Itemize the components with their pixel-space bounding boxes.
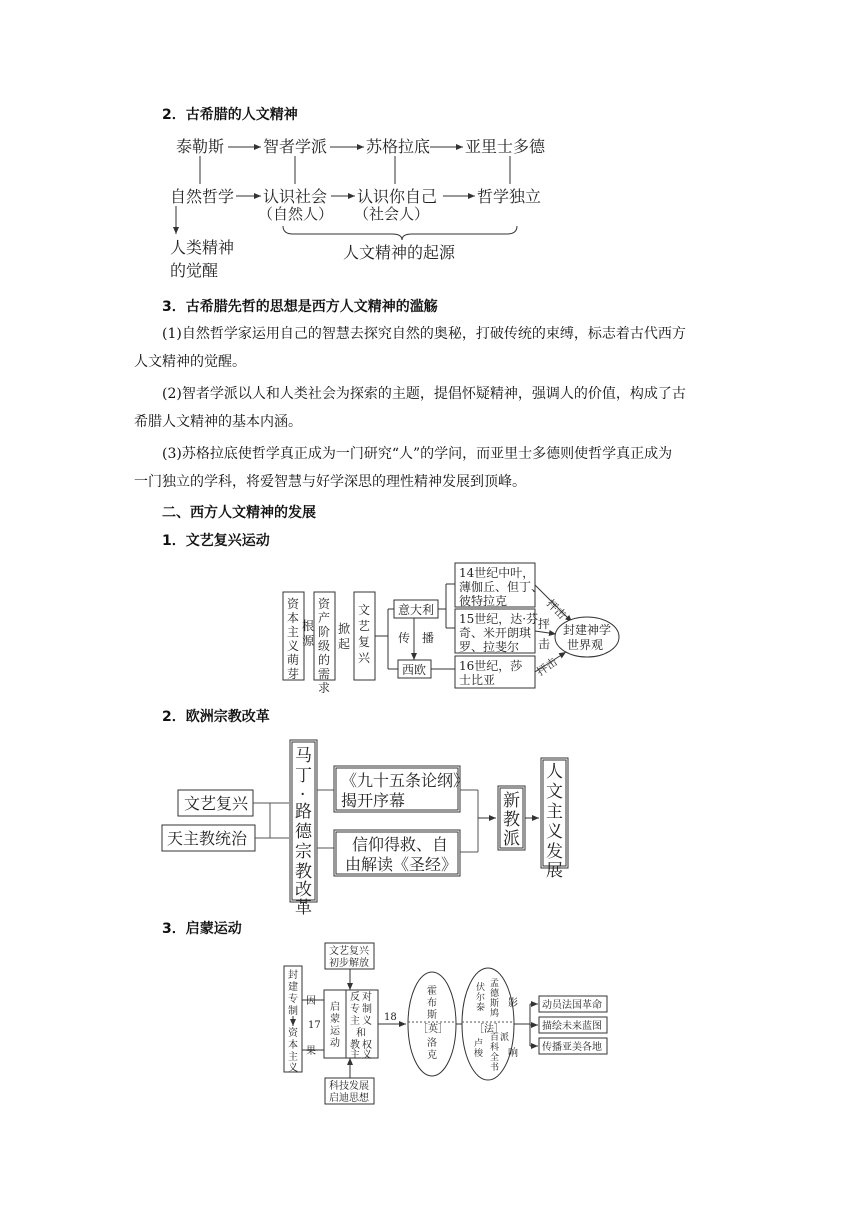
renaissance-16c-2: 士比亚	[459, 673, 496, 687]
renaissance-14c-3: 彼特拉克	[459, 594, 508, 608]
svg-text:资: 资	[318, 597, 331, 611]
reformation-95-prelude: 揭开序幕	[341, 791, 406, 810]
svg-text:动: 动	[330, 1038, 340, 1049]
svg-text:鸠: 鸠	[490, 1009, 500, 1019]
svg-text:建: 建	[288, 982, 298, 993]
svg-text:克: 克	[427, 1050, 437, 1061]
svg-text:专: 专	[288, 994, 298, 1005]
svg-text:权: 权	[362, 1040, 372, 1051]
svg-text:主: 主	[288, 1052, 298, 1063]
reformation-faith-2: 由解读《圣经》	[345, 855, 458, 874]
renaissance-west-europe: 西欧	[402, 663, 427, 677]
svg-text:霍: 霍	[427, 986, 437, 997]
svg-text:派: 派	[500, 1033, 510, 1043]
svg-text:制: 制	[288, 1006, 298, 1017]
enlightenment-feudal	[288, 968, 298, 1017]
enlightenment-fra: ［法］	[474, 1024, 504, 1035]
enlightenment-bottom-1: 科技发展	[329, 1081, 369, 1092]
svg-text:全: 全	[490, 1053, 500, 1063]
svg-text:斯: 斯	[490, 999, 500, 1009]
svg-text:百: 百	[490, 1033, 500, 1043]
renaissance-15c-3: 罗、拉斐尔	[459, 640, 520, 654]
enlightenment-hobbes	[427, 985, 437, 1021]
renaissance-strike-2a: 抨	[538, 617, 551, 631]
svg-text:资: 资	[288, 1028, 298, 1039]
svg-text:宗: 宗	[295, 842, 312, 862]
svg-text:萌: 萌	[287, 653, 300, 667]
enlightenment-capitalism	[288, 1026, 299, 1074]
enlightenment-c17: 17	[308, 1020, 321, 1031]
enlightenment-cause: 因	[306, 996, 316, 1007]
renaissance-target-2: 世界观	[567, 638, 604, 652]
para-3-line-2: 一门独立的学科，将爱智慧与好学深思的理性精神发展到顶峰。	[134, 474, 526, 490]
svg-text:书: 书	[490, 1063, 500, 1073]
enlightenment-effect-1: 动员法国革命	[542, 1000, 602, 1011]
svg-text:和: 和	[356, 1028, 366, 1039]
reformation-95-theses: 《九十五条论纲》	[341, 771, 470, 790]
renaissance-strike-2b: 击	[538, 637, 551, 651]
para-1-line-2: 人文精神的觉醒。	[134, 354, 246, 370]
part-title-development: 二、西方人文精神的发展	[162, 505, 316, 521]
svg-text:泰: 泰	[476, 1003, 486, 1013]
renaissance-target-1: 封建神学	[563, 623, 612, 637]
renaissance-strike-3: 抨击	[534, 655, 560, 679]
greek-socrates: 苏格拉底	[366, 137, 431, 156]
section-title-renaissance: 1．文艺复兴运动	[162, 533, 270, 549]
greek-social-man: （社会人）	[354, 205, 430, 223]
svg-text:教: 教	[503, 810, 520, 830]
enlightenment-c18: 18	[384, 1012, 397, 1023]
svg-text:布: 布	[427, 998, 437, 1009]
svg-text:丁: 丁	[295, 766, 312, 786]
renaissance-14c-1: 14世纪中叶，	[459, 566, 535, 580]
enlightenment-rousseau	[474, 1037, 484, 1059]
svg-text:教: 教	[350, 1040, 360, 1051]
svg-text:主: 主	[287, 625, 300, 639]
svg-text:新: 新	[503, 791, 520, 811]
enlightenment-effect: 果	[306, 1046, 316, 1057]
enlightenment-influence-1: 影	[508, 998, 518, 1009]
enlightenment-movement	[330, 1000, 341, 1049]
greek-awakening-2: 的觉醒	[170, 261, 219, 280]
renaissance-italy: 意大利	[398, 603, 435, 617]
enlightenment-effect-3: 传播亚美各地	[542, 1042, 602, 1053]
svg-text:义: 义	[546, 822, 563, 842]
renaissance-16c-1: 16世纪，莎	[459, 659, 523, 673]
renaissance-spread: 传 播	[398, 631, 435, 645]
section-title-greek-humanism: 2．古希腊的人文精神	[162, 107, 298, 123]
svg-text:马: 马	[295, 746, 312, 766]
svg-text:革: 革	[295, 898, 312, 918]
para-2-line-1: (2)智者学派以人和人类社会为探索的主题，提倡怀疑精神，强调人的价值，构成了古	[162, 386, 686, 402]
renaissance-14c-2: 薄伽丘、但丁、	[459, 580, 544, 594]
svg-text:路: 路	[295, 802, 312, 822]
svg-text:运: 运	[330, 1026, 340, 1037]
svg-text:求: 求	[318, 681, 331, 695]
svg-text:对: 对	[362, 992, 372, 1003]
svg-text:产: 产	[318, 611, 331, 625]
svg-text:卢: 卢	[474, 1039, 484, 1049]
svg-text:反: 反	[350, 992, 360, 1003]
svg-text:展: 展	[546, 861, 563, 881]
svg-text:主: 主	[546, 802, 563, 822]
svg-text:专: 专	[350, 1004, 360, 1015]
svg-text:蒙: 蒙	[330, 1014, 340, 1025]
reformation-faith-1: 信仰得救、自	[352, 835, 449, 854]
section-title-reformation: 2．欧洲宗教改革	[162, 709, 270, 725]
svg-text:芽: 芽	[287, 667, 300, 681]
svg-text:人: 人	[546, 762, 563, 782]
para-3-line-1: (3)苏格拉底使哲学真正成为一门研究“人”的学问，而亚里士多德则使哲学真正成为	[162, 446, 673, 462]
svg-text:尔: 尔	[476, 993, 486, 1003]
greek-origin: 人文精神的起源	[343, 243, 456, 262]
svg-text:斯: 斯	[427, 1010, 437, 1021]
svg-text:洛: 洛	[427, 1038, 437, 1049]
svg-text:需: 需	[318, 667, 331, 681]
enlightenment-top-1: 文艺复兴	[329, 946, 369, 957]
enlightenment-locke	[427, 1036, 437, 1061]
svg-text:教: 教	[295, 862, 312, 882]
svg-text:源: 源	[302, 634, 315, 648]
svg-text:级: 级	[318, 639, 331, 653]
greek-aristotle: 亚里士多德	[465, 137, 546, 156]
svg-text:孟: 孟	[490, 979, 500, 989]
svg-text:封: 封	[288, 970, 298, 981]
enlightenment-montesquieu	[490, 978, 500, 1019]
svg-text:阶: 阶	[318, 625, 331, 639]
greek-natural-philosophy: 自然哲学	[170, 187, 235, 206]
enlightenment-bottom-2: 启迪思想	[329, 1093, 369, 1104]
svg-text:义: 义	[362, 1050, 372, 1061]
svg-text:义: 义	[288, 1063, 298, 1074]
enlightenment-eng: ［英］	[418, 1024, 448, 1035]
section-title-enlightenment: 3．启蒙运动	[162, 921, 242, 937]
svg-text:主: 主	[350, 1016, 360, 1027]
svg-text:义: 义	[287, 639, 300, 653]
greek-philosophy-independent: 哲学独立	[477, 187, 542, 206]
svg-text:派: 派	[503, 829, 520, 849]
svg-text:发: 发	[546, 842, 563, 862]
greek-awakening-1: 人类精神	[170, 238, 235, 257]
svg-text:·: ·	[300, 785, 306, 805]
svg-text:资: 资	[287, 597, 300, 611]
svg-text:科: 科	[490, 1043, 500, 1053]
svg-text:德: 德	[490, 989, 500, 999]
greek-sophists: 智者学派	[263, 137, 328, 156]
svg-text:兴: 兴	[358, 651, 371, 665]
greek-know-yourself: 认识你自己	[357, 187, 438, 206]
enlightenment-influence-2: 响	[508, 1048, 518, 1059]
svg-text:本: 本	[287, 611, 300, 625]
enlightenment-effect-2: 描绘未来蓝图	[542, 1021, 602, 1032]
svg-text:掀: 掀	[338, 622, 351, 636]
renaissance-15c-2: 奇、米开朗琪	[459, 626, 532, 640]
svg-text:制: 制	[362, 1004, 372, 1015]
svg-text:德: 德	[295, 822, 312, 842]
enlightenment-top-2: 初步解放	[329, 958, 369, 969]
svg-text:启: 启	[330, 1002, 340, 1013]
svg-text:起: 起	[338, 637, 351, 651]
svg-text:的: 的	[318, 653, 331, 667]
svg-text:本: 本	[288, 1040, 298, 1051]
para-1-line-1: (1)自然哲学家运用自己的智慧去探究自然的奥秘，打破传统的束缚，标志着古代西方	[162, 326, 686, 342]
svg-text:文: 文	[358, 603, 371, 617]
svg-text:伏: 伏	[476, 983, 486, 993]
svg-text:艺: 艺	[358, 619, 371, 633]
para-2-line-2: 希腊人文精神的基本内涵。	[134, 414, 302, 430]
renaissance-strike-1: 抨击	[543, 596, 569, 622]
svg-text:主: 主	[350, 1050, 360, 1061]
svg-text:义: 义	[362, 1016, 372, 1027]
svg-text:改: 改	[295, 880, 312, 900]
enlightenment-voltaire	[476, 981, 485, 1013]
section-title-greek-source: 3．古希腊先哲的思想是西方人文精神的滥觞	[162, 299, 438, 315]
reformation-left-catholic: 天主教统治	[167, 829, 248, 848]
greek-natural-man: （自然人）	[258, 205, 334, 223]
greek-know-society: 认识社会	[263, 187, 328, 206]
svg-text:梭: 梭	[474, 1049, 484, 1059]
renaissance-15c-1: 15世纪，达·芬	[459, 612, 539, 626]
svg-text:复: 复	[358, 635, 371, 649]
greek-thales: 泰勒斯	[176, 137, 225, 156]
reformation-left-renaissance: 文艺复兴	[184, 794, 249, 813]
svg-text:根: 根	[302, 619, 315, 633]
svg-text:文: 文	[546, 782, 563, 802]
